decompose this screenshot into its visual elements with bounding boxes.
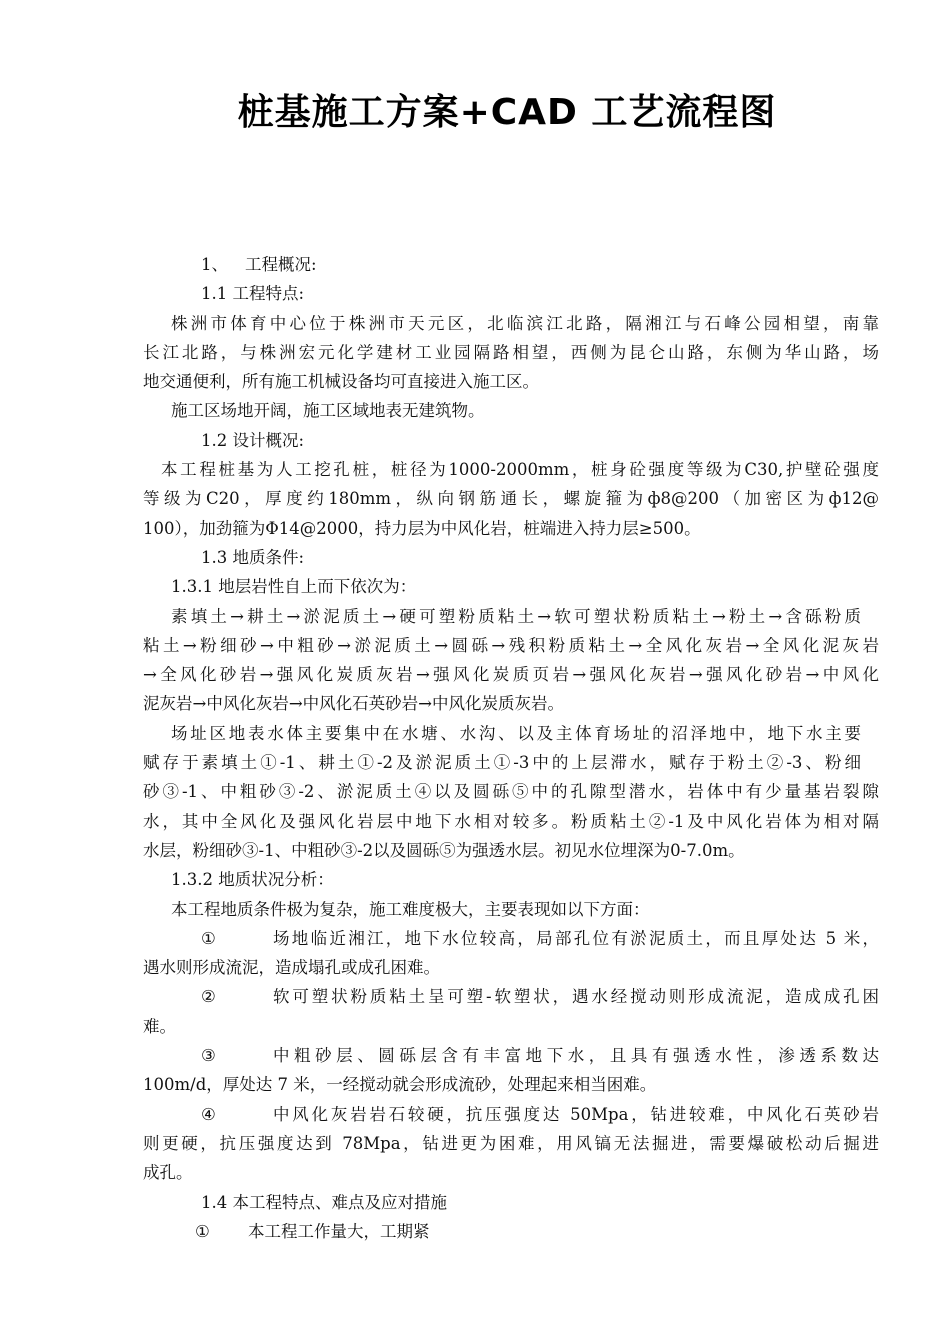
list-marker: ① — [195, 1221, 210, 1241]
heading-1-1: 1.1 工程特点: — [201, 284, 305, 304]
list-marker: ④ — [201, 1104, 216, 1124]
list-item-line: 场地临近湘江，地下水位较高，局部孔位有淤泥质土，而且厚处达 5 米， — [273, 928, 879, 948]
paragraph-line: 施工区场地开阔，施工区域地表无建筑物。 — [171, 401, 485, 421]
list-item-4 — [143, 1100, 879, 1129]
heading-1-3-1: 1.3.1 地层岩性自上而下依次为： — [171, 577, 417, 597]
paragraph-line: 本工程地质条件极为复杂，施工难度极大，主要表现如以下方面： — [171, 899, 650, 919]
list-item-line: 难。 — [143, 1016, 176, 1036]
paragraph-line: 本工程桩基为人工挖孔桩，桩径为1000-2000mm，桩身砼强度等级为C30,护壁砼强度 — [161, 460, 879, 480]
list-item-line: 则更硬，抗压强度达到 78Mpa，钻进更为困难，用风镐无法掘进，需要爆破松动后掘进 — [143, 1133, 879, 1153]
list-item-line: 100m/d，厚处达 7 米，一经搅动就会形成流砂，处理起来相当困难。 — [143, 1075, 657, 1095]
paragraph-line: 地交通便利，所有施工机械设备均可直接进入施工区。 — [143, 372, 539, 392]
list-item-2 — [143, 982, 879, 1011]
list-item-1 — [143, 924, 879, 953]
paragraph-line: 株洲市体育中心位于株洲市天元区，北临滨江北路，隔湘江与石峰公园相望，南靠 — [171, 313, 879, 333]
list-marker: ① — [201, 928, 216, 948]
paragraph-line: 粘土→粉细砂→中粗砂→淤泥质土→圆砾→残积粉质粘土→全风化灰岩→全风化泥灰岩 — [143, 635, 879, 655]
sub-item-1 — [143, 1217, 879, 1246]
sub-item-text: 本工程工作量大，工期紧 — [248, 1221, 430, 1241]
heading-1-4: 1.4 本工程特点、难点及应对措施 — [201, 1192, 447, 1212]
heading-1-3-2: 1.3.2 地质状况分析： — [171, 870, 334, 890]
list-item-line: 中粗砂层、圆砾层含有丰富地下水，且具有强透水性，渗透系数达 — [273, 1046, 879, 1066]
heading-1 — [143, 250, 879, 279]
paragraph-line: 泥灰岩→中风化灰岩→中风化石英砂岩→中风化炭质灰岩。 — [143, 694, 564, 714]
heading-1-3: 1.3 地质条件: — [201, 547, 305, 567]
list-item-3 — [143, 1041, 879, 1070]
paragraph-line: 赋存于素填土①-1、耕土①-2及淤泥质土①-3中的上层滞水，赋存于粉土②-3、粉细 — [143, 753, 861, 773]
paragraph-line: 水层，粉细砂③-1、中粗砂③-2以及圆砾⑤为强透水层。初见水位埋深为0-7.0m。 — [143, 840, 745, 860]
paragraph-line: 水，其中全风化及强风化岩层中地下水相对较多。粉质粘土②-1及中风化岩体为相对隔 — [143, 811, 879, 831]
list-item-line: 成孔。 — [143, 1163, 193, 1183]
heading-1-2: 1.2 设计概况: — [201, 430, 305, 450]
list-marker: ③ — [201, 1046, 216, 1066]
list-marker: ② — [201, 987, 216, 1007]
list-item-line: 中风化灰岩岩石较硬，抗压强度达 50Mpa，钻进较难，中风化石英砂岩 — [273, 1104, 879, 1124]
paragraph-line: 等级为C20，厚度约180mm，纵向钢筋通长，螺旋箍为ф8@200（加密区为ф12@ — [143, 489, 879, 509]
paragraph-line: 素填土→耕土→淤泥质土→硬可塑粉质粘土→软可塑状粉质粘土→粉土→含砾粉质 — [171, 606, 861, 626]
paragraph-line: 100），加劲箍为Φ14@2000，持力层为中风化岩，桩端进入持力层≥500。 — [143, 518, 701, 538]
paragraph-line: 长江北路，与株洲宏元化学建材工业园隔路相望，西侧为昆仑山路，东侧为华山路，场 — [143, 342, 879, 362]
document-title: 桩基施工方案+CAD 工艺流程图 — [237, 92, 777, 133]
heading-text: 工程概况: — [245, 255, 317, 274]
paragraph-line: 场址区地表水体主要集中在水塘、水沟、以及主体育场址的沼泽地中，地下水主要 — [171, 723, 861, 743]
list-item-line: 软可塑状粉质粘土呈可塑-软塑状，遇水经搅动则形成流泥，造成成孔困 — [273, 987, 879, 1007]
heading-number: 1、 — [201, 255, 228, 274]
paragraph-line: 砂③-1、中粗砂③-2、淤泥质土④以及圆砾⑤中的孔隙型潜水，岩体中有少量基岩裂隙 — [143, 782, 879, 802]
list-item-line: 遇水则形成流泥，造成塌孔或成孔困难。 — [143, 958, 440, 978]
paragraph-line: →全风化砂岩→强风化炭质灰岩→强风化炭质页岩→强风化灰岩→强风化砂岩→中风化 — [143, 665, 879, 685]
document-body — [143, 250, 879, 1246]
